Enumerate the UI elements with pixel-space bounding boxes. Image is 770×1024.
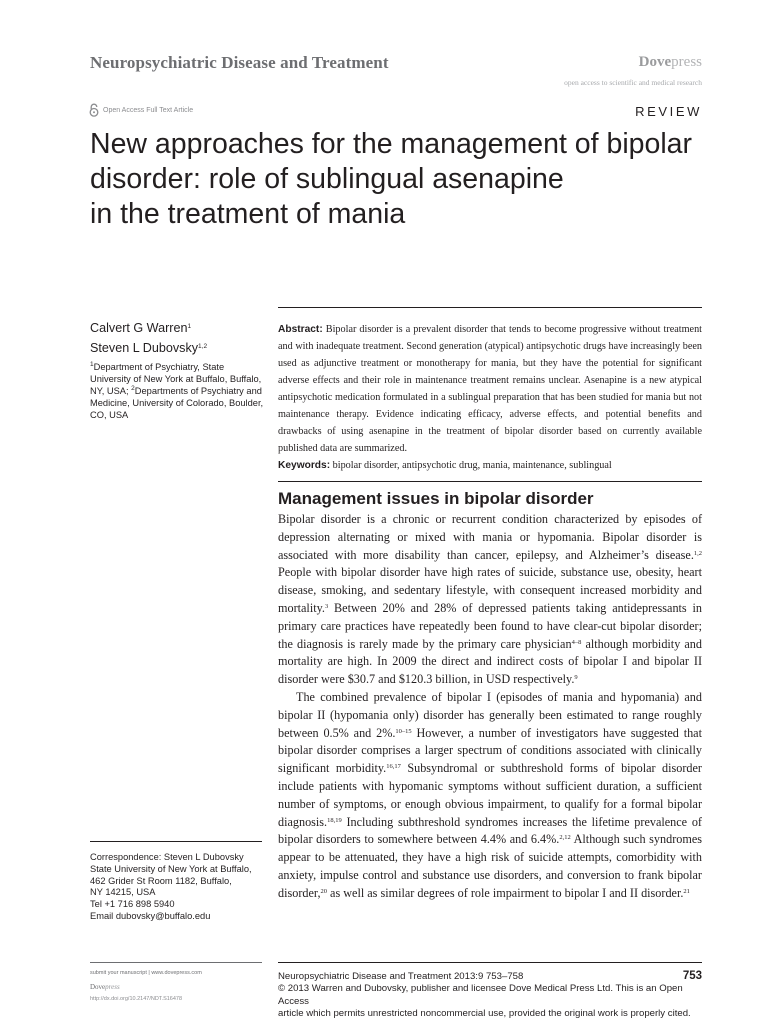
citation-ref[interactable]: 1,2 <box>693 549 702 557</box>
citation-ref[interactable]: 4–8 <box>571 638 582 646</box>
publisher-logo-light: press <box>671 54 702 70</box>
affiliations: $^1$Department of Psychiatry, State University of New York at Buffalo, Buffalo, NY, USA; $^2$Departments of Psychiatry and Medicine, University of Colorado, Boulder, CO, USA <box>90 361 264 420</box>
correspondence-rule <box>90 841 262 842</box>
keywords-label: Keywords: <box>278 460 331 471</box>
copyright-notice: © 2013 Warren and Dubovsky, publisher and licensee Dove Medical Press Ltd. This is an Open Access article which permits unrestricted noncommercial use, provided the original work is properly cited. <box>278 983 691 1019</box>
footer-publisher-logo[interactable]: Dovepress <box>90 983 120 991</box>
abstract-top-rule <box>278 307 702 308</box>
citation-ref[interactable]: 16,17 <box>386 763 401 771</box>
citation-ref[interactable]: 21 <box>683 887 690 895</box>
paragraph: The combined prevalence of bipolar I (episodes of mania and hypomania) and bipolar II (hypomania only) disorder has generally been estimated to range roughly between 0.5% and 2%.$^{10-15}$ However, a number of investigators have suggested that bipolar disorder comprises a larger spectrum of conditions associated with clinically significant morbidity.$^{16,17}$ Subsyndromal or subthreshold forms of bipolar disorder include patients with hypomanic symptoms without sufficient duration, a sufficient number of symptoms, or enough obvious impairment, to qualify for a formal bipolar diagnosis.$^{18,19}$ Including subthreshold syndromes increases the lifetime prevalence of bipolar disorders to somewhere between 4.4% and 6.4%.$^{2,12}$ Although such syndromes appear to be attenuated, they have a high risk of suicide attempts, comorbidity with anxiety, impulse control and substance use disorders, and conversion to frank bipolar disorder,$^{20}$ as well as similar degrees of role impairment to bipolar I and II disorder.$^{21}$ <box>278 689 702 900</box>
author-list <box>90 318 207 358</box>
publisher-logo-bold: Dove <box>638 54 672 70</box>
abstract-bottom-rule <box>278 481 702 482</box>
footer-rule-right <box>278 962 702 963</box>
open-access-lock-icon <box>89 103 99 117</box>
paragraph: Bipolar disorder is a chronic or recurrent condition characterized by episodes of depression alternating or mixed with mania or hypomania. Bipolar disorder is associated with more disability than cancer, epilepsy, and Alzheimer’s disease.$^{1,2}$ People with bipolar disorder have high rates of suicide, substance use, obesity, heart disease, smoking, and sedentary lifestyle, with consequent increased morbidity and mortality.$^3$ Between 20% and 28% of depressed patients taking antidepressants in primary care practices have repeatedly been found to have clear-cut bipolar disorder; the diagnosis is rarely made by the primary care physician$^{4-8}$ although morbidity and mortality are high. In 2009 the direct and indirect costs of bipolar I and bipolar II disorder were $30.7 and $120.3 billion, in USD respectively.$^9$ <box>278 512 702 687</box>
publisher-tagline: open access to scientific and medical research <box>564 78 702 87</box>
citation-ref[interactable]: 2,12 <box>559 834 571 842</box>
author: Calvert G Warren$^1$ <box>90 321 192 335</box>
citation-ref[interactable]: 20 <box>320 887 327 895</box>
article-title <box>90 127 730 232</box>
publisher-logo[interactable] <box>639 54 702 71</box>
page-number: 753 <box>682 970 702 982</box>
abstract-body: Abstract: Bipolar disorder is a prevalent disorder that tends to become progressive without treatment and with inadequate treatment. Second generation (atypical) antipsychotic drugs have increasingly been used as adjunctive treatment or monotherapy for mania, but they have the potential for significant adverse effects and their role in maintenance treatment remains unclear. Asenapine is a new atypical antipsychotic medication formulated in a sublingual preparation that has been studied for mania but not maintenance therapy. Evidence indicating efficacy, adverse effects, and potential benefits and drawbacks of using asenapine in the treatment of bipolar disorder based on currently available published data are summarized. <box>278 324 702 454</box>
footer-rule-left <box>90 962 262 963</box>
citation-ref[interactable]: 3 <box>324 602 329 610</box>
footer-citation: Neuropsychiatric Disease and Treatment 2013:9 753–758 <box>278 971 524 982</box>
abstract <box>278 321 702 474</box>
open-access-label: Open Access Full Text Article <box>103 107 194 114</box>
section-body <box>278 511 702 903</box>
author: Steven L Dubovsky$^{1,2}$ <box>90 341 208 355</box>
doi-link[interactable]: http://dx.doi.org/10.2147/NDT.S16478 <box>90 996 183 1002</box>
article-type: REVIEW <box>635 104 702 119</box>
section-heading: Management issues in bipolar disorder <box>278 489 594 508</box>
title-line-3: in the treatment of mania <box>90 198 406 230</box>
journal-title: Neuropsychiatric Disease and Treatment <box>90 53 389 72</box>
title-line-1: New approaches for the management of bipolar <box>90 128 693 160</box>
citation-ref[interactable]: 18,19 <box>327 816 342 824</box>
submit-manuscript-link[interactable]: submit your manuscript | www.dovepress.com <box>90 970 202 976</box>
keywords: Keywords: bipolar disorder, antipsychotic drug, mania, maintenance, sublingual <box>278 460 612 471</box>
title-line-2: disorder: role of sublingual asenapine <box>90 163 564 195</box>
correspondence: Correspondence: Steven L Dubovsky State University of New York at Buffalo, 462 Grider St Room 1182, Buffalo, NY 14215, USA Tel +1 716 898 5940 Email dubovsky@buffalo.edu <box>90 852 270 923</box>
citation-ref[interactable]: 10–15 <box>395 727 412 735</box>
abstract-label: Abstract: <box>278 324 323 335</box>
citation-ref[interactable]: 9 <box>574 674 578 682</box>
correspondence-email[interactable]: Email dubovsky@buffalo.edu <box>90 910 211 921</box>
